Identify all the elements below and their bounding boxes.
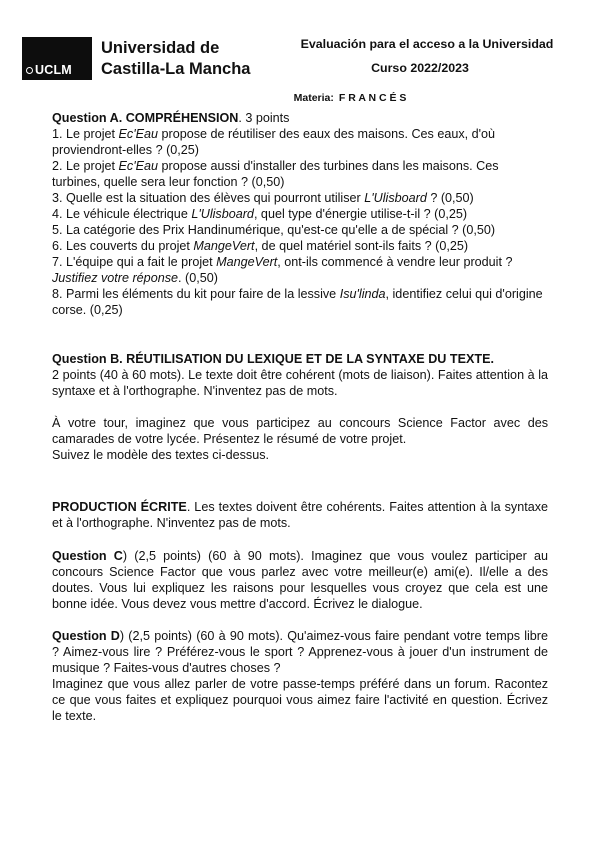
question-d-text: ) (2,5 points) (60 à 90 mots). Qu'aimez-vous faire pendant votre temps libre ? Aimez-vous lire ? Préférez-vous le sport ? Apprenez-vous à jouer d'un instrument de musique ? Faites-vous d'autres choses ? — [52, 629, 548, 675]
q1-post: propose de réutiliser des eaux des maisons. Ces eaux, d'où proviendront-elles ? (0,25) — [52, 127, 496, 157]
q4-project: L'Ulisboard — [191, 207, 254, 221]
uclm-logo — [22, 37, 92, 80]
university-name — [101, 38, 250, 80]
q7-pre: 7. L'équipe qui a fait le projet — [52, 255, 217, 269]
exam-course: Curso 2022/2023 — [371, 61, 469, 75]
q3-project: L'Ulisboard — [364, 191, 427, 205]
university-line-1: Universidad de — [101, 39, 220, 57]
q7-justify: Justifiez votre réponse — [52, 271, 178, 285]
question-d-label: Question D — [52, 629, 120, 643]
question-c — [52, 548, 548, 612]
q4-post: , quel type d'énergie utilise-t-il ? (0,25) — [253, 207, 468, 221]
subject-line — [0, 92, 600, 104]
exam-content — [52, 110, 548, 724]
exam-title: Evaluación para el acceso a la Universidad — [300, 37, 554, 51]
q1-project: Ec'Eau — [118, 127, 159, 141]
q1-pre: 1. Le projet — [52, 127, 119, 141]
q2-post: propose aussi d'installer des turbines dans les maisons. Ces turbines, quelle sera leur fonction ? (0,50) — [52, 159, 499, 189]
question-c-label: Question C — [52, 549, 123, 563]
question-b-title: Question B. RÉUTILISATION DU LEXIQUE ET DE LA SYNTAXE DU TEXTE — [52, 352, 491, 366]
question-b-heading — [52, 351, 548, 367]
production-intro: . Les textes doivent être cohérents. Faites attention à la syntaxe et à l'orthographe. N'inventez pas de mots. — [52, 500, 548, 530]
question-b-instructions: 2 points (40 à 60 mots). Le texte doit être cohérent (mots de liaison). Faites attention à la syntaxe et à l'orthographe. N'inventez pas de mots. — [52, 368, 548, 398]
q6-project: MangeVert — [193, 239, 255, 253]
question-a-item-2 — [52, 158, 548, 190]
q4-pre: 4. Le véhicule électrique — [52, 207, 192, 221]
question-a-heading — [52, 110, 548, 126]
q2-pre: 2. Le projet — [52, 159, 119, 173]
question-a-item-8 — [52, 286, 548, 318]
q7-post: , ont-ils commencé à vendre leur produit ? — [277, 255, 513, 269]
q6-pre: 6. Les couverts du projet — [52, 239, 194, 253]
production-title: PRODUCTION ÉCRITE — [52, 500, 187, 514]
q7-points: . (0,50) — [178, 271, 218, 285]
q8-project: Isu'linda — [339, 287, 386, 301]
q8-post: , identifiez celui qui d'origine corse. (0,25) — [52, 287, 543, 317]
question-a-item-3 — [52, 190, 548, 206]
question-a-points: . 3 points — [238, 111, 290, 125]
q6-post: , de quel matériel sont-ils faits ? (0,25) — [254, 239, 469, 253]
q8-pre: 8. Parmi les éléments du kit pour faire de la lessive — [52, 287, 340, 301]
subject-label: Materia: — [293, 92, 334, 104]
question-a-item-7 — [52, 254, 548, 286]
question-b-prompt: À votre tour, imaginez que vous participez au concours Science Factor avec des camarades de votre lycée. Présentez le résumé de votre projet. — [52, 416, 548, 446]
logo-text: UCLM — [35, 63, 72, 77]
question-d-text-2: Imaginez que vous allez parler de votre passe-temps préféré dans un forum. Racontez ce que vous faites et expliquez pourquoi vous aimez faire l'activité en question. Écrivez le texte. — [52, 677, 548, 723]
q3-post: ? (0,50) — [426, 191, 474, 205]
question-d — [52, 628, 548, 676]
question-a-title: Question A. COMPRÉHENSION — [52, 111, 239, 125]
question-c-text: ) (2,5 points) (60 à 90 mots). Imaginez que vous voulez participer au concours Science Factor que vous parlez avec votre meilleur(e) ami(e). Il/elle a des doutes. Vous lui expliquez les raisons pour lesquelles vous croyez que cela est une bonne idée. Vous devez vous mettre d'accord. Écrivez le dialogue. — [52, 549, 548, 611]
logo-circle-icon — [26, 67, 33, 74]
question-b-title-end: . — [490, 352, 494, 366]
exam-header — [270, 37, 570, 75]
subject-value: F R A N C É S — [338, 92, 407, 104]
question-a-item-1 — [52, 126, 548, 158]
q2-project: Ec'Eau — [118, 159, 159, 173]
production-heading — [52, 499, 548, 531]
question-a-item-4 — [52, 206, 548, 222]
question-a-item-5: 5. La catégorie des Prix Handinumérique, qu'est-ce qu'elle a de spécial ? (0,50) — [52, 223, 496, 237]
question-b-prompt-2: Suivez le modèle des textes ci-dessus. — [52, 448, 269, 462]
university-line-2: Castilla-La Mancha — [101, 60, 251, 78]
q7-project: MangeVert — [216, 255, 278, 269]
q3-pre: 3. Quelle est la situation des élèves qui pourront utiliser — [52, 191, 365, 205]
question-a-item-6 — [52, 238, 548, 254]
